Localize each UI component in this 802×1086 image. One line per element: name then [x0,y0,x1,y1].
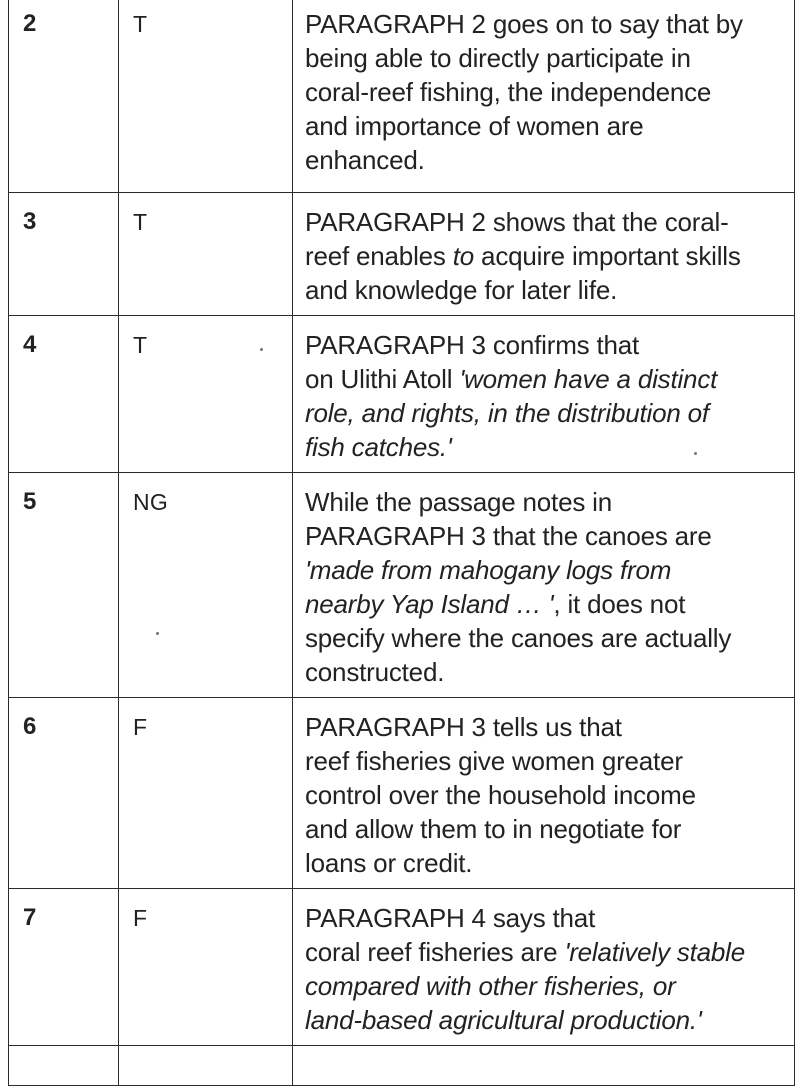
question-number: 4 [9,316,119,473]
explanation-line: loans or credit. [305,848,473,878]
explanation-line: being able to directly participate in [305,43,691,73]
answer-value: T [119,193,293,316]
explanation-line: enhanced. [305,145,425,175]
explanation-line: and importance of women are [305,111,644,141]
explanation-line: control over the household income [305,780,696,810]
quoted-text: land-based agricultural production.' [305,1005,702,1035]
empty-cell [293,1046,795,1086]
quoted-text: 'made from mahogany logs from [305,555,672,585]
answer-value: F [119,698,293,889]
scan-speck [260,348,263,351]
quoted-text: 'relatively stable [564,937,746,967]
explanation-line: and allow them to in negotiate for [305,814,682,844]
explanation-text: acquire important skills [474,241,741,271]
quoted-text: compared with other fisheries, or [305,971,676,1001]
explanation-line: reef fisheries give women greater [305,746,683,776]
explanation-line: PARAGRAPH 4 says that [305,903,596,933]
explanation-cell [293,193,795,316]
empty-cell [9,1046,119,1086]
explanation-line: PARAGRAPH 3 tells us that [305,712,622,742]
explanation-line: coral-reef fishing, the independence [305,77,712,107]
answer-value: T [119,0,293,193]
explanation-line: specify where the canoes are actually [305,623,732,653]
answer-value: F [119,889,293,1046]
question-number: 2 [9,0,119,193]
explanation-text: reef enables [305,241,453,271]
explanation-cell [293,889,795,1046]
explanation-line: PARAGRAPH 2 goes on to say that by [305,9,743,39]
explanation-line: and knowledge for later life. [305,275,618,305]
question-number: 7 [9,889,119,1046]
explanation-line: constructed. [305,657,445,687]
explanation-cell [293,0,795,193]
table-row [9,193,795,316]
explanation-text: coral reef fisheries are [305,937,565,967]
answer-value: T [119,316,293,473]
explanation-line [305,587,788,621]
question-number: 3 [9,193,119,316]
explanation-text: on Ulithi Atoll [305,364,460,394]
explanation-line: PARAGRAPH 2 shows that the coral- [305,207,729,237]
explanation-line [305,362,788,396]
table-row [9,473,795,698]
explanation-cell [293,473,795,698]
scan-speck [156,632,159,635]
table-row [9,316,795,473]
explanation-cell [293,316,795,473]
question-number: 6 [9,698,119,889]
table-row [9,1046,795,1086]
explanation-text: , it does not [553,589,686,619]
table-row [9,698,795,889]
explanation-italic-text: to [452,241,475,271]
quoted-text: 'women have a distinct [459,364,718,394]
table-row [9,889,795,1046]
explanation-line: While the passage notes in [305,487,612,517]
explanation-line [305,239,788,273]
explanation-line: PARAGRAPH 3 confirms that [305,330,640,360]
table-row [9,0,795,193]
quoted-text: nearby Yap Island … ' [305,589,554,619]
question-number: 5 [9,473,119,698]
explanation-cell [293,698,795,889]
quoted-text: role, and rights, in the distribution of [305,398,709,428]
answer-value: NG [119,473,293,698]
scan-speck [694,452,697,455]
quoted-text: fish catches.' [305,432,452,462]
answer-key-table [8,0,795,1086]
empty-cell [119,1046,293,1086]
explanation-line [305,935,788,969]
explanation-line: PARAGRAPH 3 that the canoes are [305,521,712,551]
